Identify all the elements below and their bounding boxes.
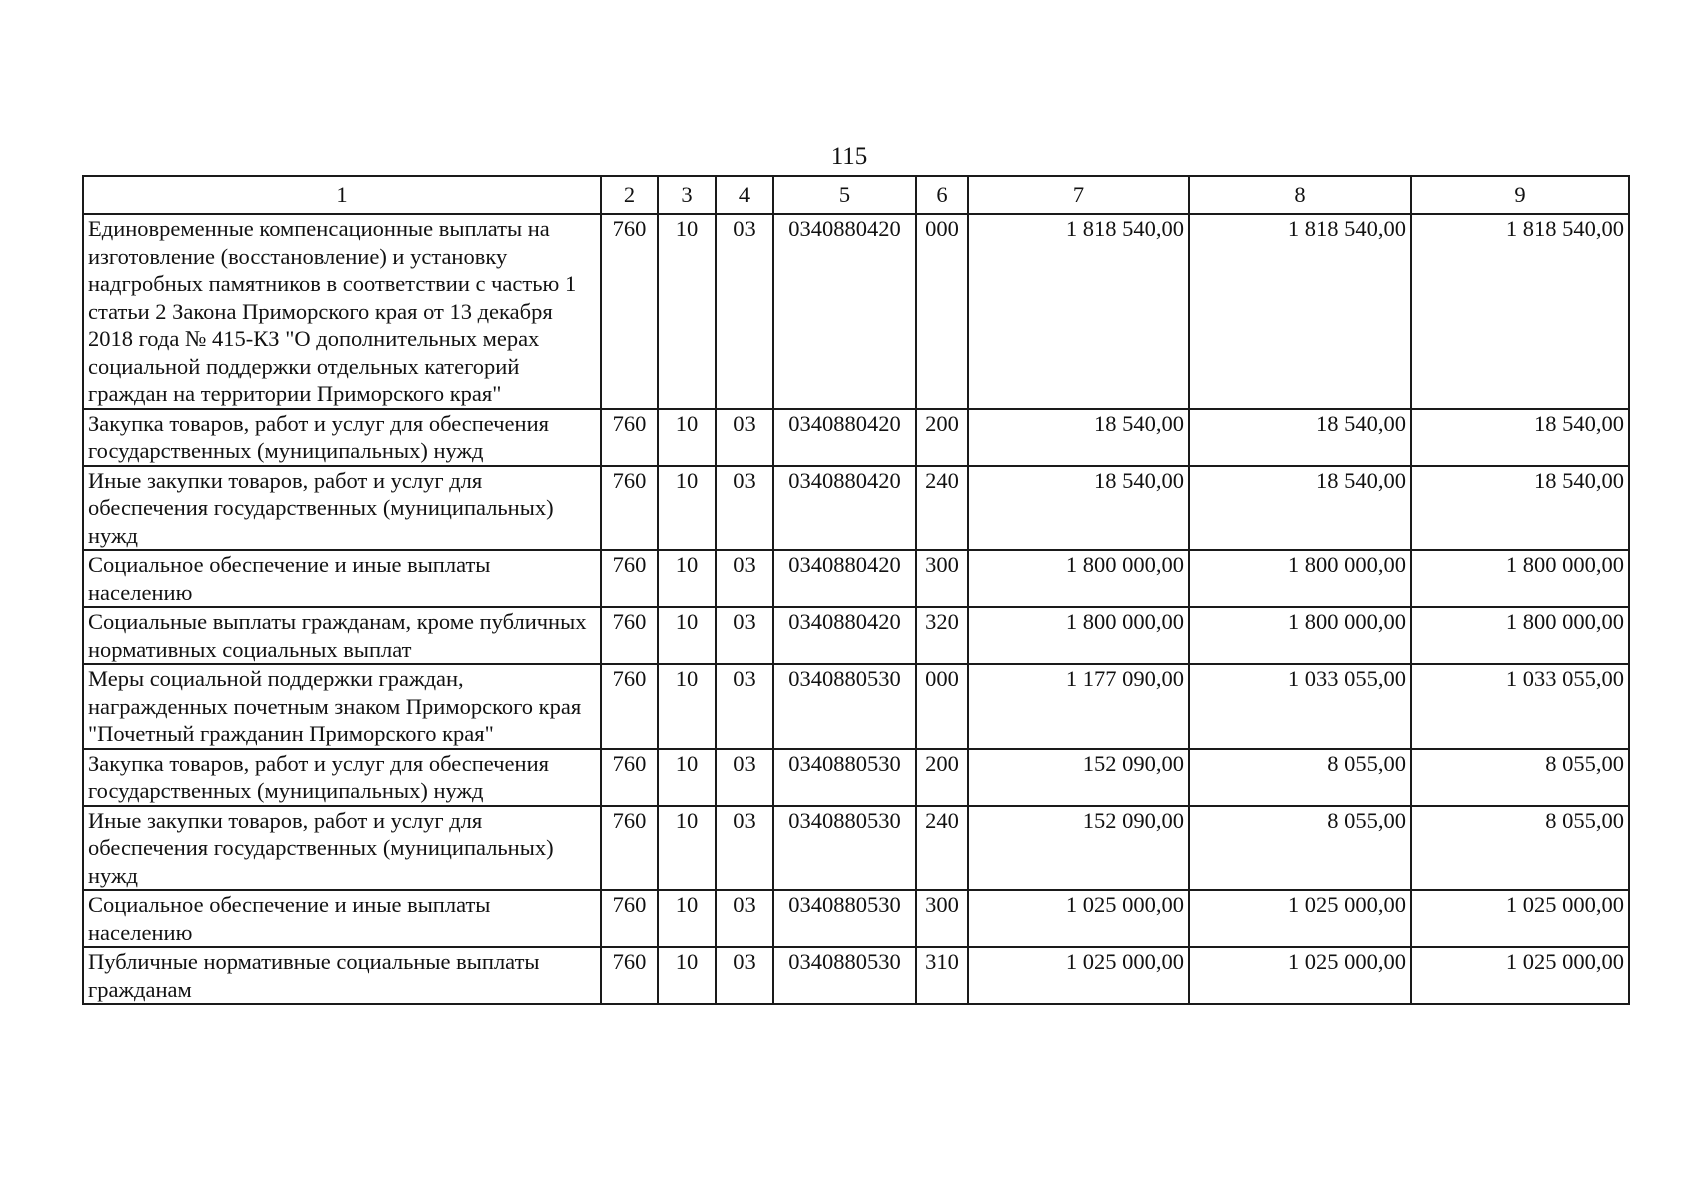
table-row <box>83 947 1629 1004</box>
row-section-code: 10 <box>658 214 716 409</box>
row-ministry-code: 760 <box>601 664 658 749</box>
column-header-7: 7 <box>968 176 1189 214</box>
row-amount-7: 1 800 000,00 <box>968 550 1189 607</box>
row-section-code: 10 <box>658 607 716 664</box>
row-name: Иные закупки товаров, работ и услуг для обеспечения государственных (муниципальных) нужд <box>83 466 601 551</box>
row-subsection-code: 03 <box>716 466 773 551</box>
row-amount-7: 152 090,00 <box>968 749 1189 806</box>
row-subsection-code: 03 <box>716 947 773 1004</box>
row-name: Публичные нормативные социальные выплаты гражданам <box>83 947 601 1004</box>
row-subsection-code: 03 <box>716 806 773 891</box>
row-ministry-code: 760 <box>601 749 658 806</box>
row-amount-9: 1 818 540,00 <box>1411 214 1629 409</box>
row-expense-type-code: 240 <box>916 466 968 551</box>
row-amount-7: 152 090,00 <box>968 806 1189 891</box>
row-expense-type-code: 300 <box>916 890 968 947</box>
row-expense-type-code: 000 <box>916 664 968 749</box>
table-row <box>83 466 1629 551</box>
row-amount-7: 1 177 090,00 <box>968 664 1189 749</box>
row-name: Закупка товаров, работ и услуг для обеспечения государственных (муниципальных) нужд <box>83 749 601 806</box>
row-ministry-code: 760 <box>601 409 658 466</box>
row-section-code: 10 <box>658 664 716 749</box>
row-name: Единовременные компенсационные выплаты на изготовление (восстановление) и установку надгробных памятников в соответствии с частью 1 статьи 2 Закона Приморского края от 13 декабря 2018 года № 415-КЗ "О дополнительных мерах социальной поддержки отдельных категорий граждан на территории Приморского края" <box>83 214 601 409</box>
row-amount-9: 1 800 000,00 <box>1411 607 1629 664</box>
row-amount-9: 1 025 000,00 <box>1411 947 1629 1004</box>
row-amount-8: 1 818 540,00 <box>1189 214 1411 409</box>
row-amount-9: 18 540,00 <box>1411 466 1629 551</box>
row-section-code: 10 <box>658 890 716 947</box>
row-section-code: 10 <box>658 466 716 551</box>
column-header-8: 8 <box>1189 176 1411 214</box>
table-row <box>83 749 1629 806</box>
row-subsection-code: 03 <box>716 664 773 749</box>
row-amount-9: 1 033 055,00 <box>1411 664 1629 749</box>
row-amount-7: 1 818 540,00 <box>968 214 1189 409</box>
row-amount-8: 1 800 000,00 <box>1189 607 1411 664</box>
row-subsection-code: 03 <box>716 890 773 947</box>
column-header-3: 3 <box>658 176 716 214</box>
row-expense-type-code: 320 <box>916 607 968 664</box>
row-target-code: 0340880420 <box>773 550 916 607</box>
table-row <box>83 806 1629 891</box>
row-amount-7: 1 800 000,00 <box>968 607 1189 664</box>
row-amount-7: 18 540,00 <box>968 409 1189 466</box>
table-row <box>83 664 1629 749</box>
row-subsection-code: 03 <box>716 607 773 664</box>
row-expense-type-code: 000 <box>916 214 968 409</box>
row-section-code: 10 <box>658 947 716 1004</box>
row-amount-9: 1 800 000,00 <box>1411 550 1629 607</box>
row-amount-9: 1 025 000,00 <box>1411 890 1629 947</box>
row-target-code: 0340880530 <box>773 664 916 749</box>
row-amount-7: 1 025 000,00 <box>968 947 1189 1004</box>
row-expense-type-code: 200 <box>916 749 968 806</box>
row-name: Социальные выплаты гражданам, кроме публичных нормативных социальных выплат <box>83 607 601 664</box>
row-amount-8: 8 055,00 <box>1189 806 1411 891</box>
row-subsection-code: 03 <box>716 749 773 806</box>
row-subsection-code: 03 <box>716 409 773 466</box>
table-row <box>83 214 1629 409</box>
row-ministry-code: 760 <box>601 890 658 947</box>
row-ministry-code: 760 <box>601 550 658 607</box>
row-amount-8: 1 033 055,00 <box>1189 664 1411 749</box>
column-header-4: 4 <box>716 176 773 214</box>
row-ministry-code: 760 <box>601 466 658 551</box>
budget-table <box>82 175 1630 1005</box>
row-ministry-code: 760 <box>601 607 658 664</box>
row-target-code: 0340880530 <box>773 947 916 1004</box>
row-amount-8: 1 025 000,00 <box>1189 890 1411 947</box>
row-amount-8: 18 540,00 <box>1189 409 1411 466</box>
row-expense-type-code: 240 <box>916 806 968 891</box>
row-expense-type-code: 300 <box>916 550 968 607</box>
row-amount-7: 1 025 000,00 <box>968 890 1189 947</box>
row-ministry-code: 760 <box>601 806 658 891</box>
row-expense-type-code: 310 <box>916 947 968 1004</box>
column-header-6: 6 <box>916 176 968 214</box>
row-ministry-code: 760 <box>601 214 658 409</box>
row-subsection-code: 03 <box>716 550 773 607</box>
row-ministry-code: 760 <box>601 947 658 1004</box>
table-row <box>83 607 1629 664</box>
row-section-code: 10 <box>658 749 716 806</box>
row-amount-8: 1 800 000,00 <box>1189 550 1411 607</box>
column-header-2: 2 <box>601 176 658 214</box>
row-amount-9: 8 055,00 <box>1411 806 1629 891</box>
row-section-code: 10 <box>658 550 716 607</box>
row-amount-9: 8 055,00 <box>1411 749 1629 806</box>
row-name: Иные закупки товаров, работ и услуг для обеспечения государственных (муниципальных) нужд <box>83 806 601 891</box>
row-name: Социальное обеспечение и иные выплаты населению <box>83 550 601 607</box>
table-row <box>83 890 1629 947</box>
row-target-code: 0340880420 <box>773 466 916 551</box>
row-name: Социальное обеспечение и иные выплаты населению <box>83 890 601 947</box>
column-header-1: 1 <box>83 176 601 214</box>
row-target-code: 0340880420 <box>773 214 916 409</box>
row-section-code: 10 <box>658 806 716 891</box>
table-header-row <box>83 176 1629 214</box>
row-name: Меры социальной поддержки граждан, награжденных почетным знаком Приморского края "Почетный гражданин Приморского края" <box>83 664 601 749</box>
row-name: Закупка товаров, работ и услуг для обеспечения государственных (муниципальных) нужд <box>83 409 601 466</box>
row-subsection-code: 03 <box>716 214 773 409</box>
row-amount-8: 8 055,00 <box>1189 749 1411 806</box>
row-section-code: 10 <box>658 409 716 466</box>
row-amount-8: 1 025 000,00 <box>1189 947 1411 1004</box>
row-target-code: 0340880530 <box>773 890 916 947</box>
row-target-code: 0340880420 <box>773 607 916 664</box>
page-number: 115 <box>830 143 868 170</box>
column-header-9: 9 <box>1411 176 1629 214</box>
row-amount-8: 18 540,00 <box>1189 466 1411 551</box>
row-expense-type-code: 200 <box>916 409 968 466</box>
row-target-code: 0340880530 <box>773 749 916 806</box>
row-amount-7: 18 540,00 <box>968 466 1189 551</box>
table-row <box>83 550 1629 607</box>
row-amount-9: 18 540,00 <box>1411 409 1629 466</box>
table-row <box>83 409 1629 466</box>
row-target-code: 0340880420 <box>773 409 916 466</box>
column-header-5: 5 <box>773 176 916 214</box>
row-target-code: 0340880530 <box>773 806 916 891</box>
